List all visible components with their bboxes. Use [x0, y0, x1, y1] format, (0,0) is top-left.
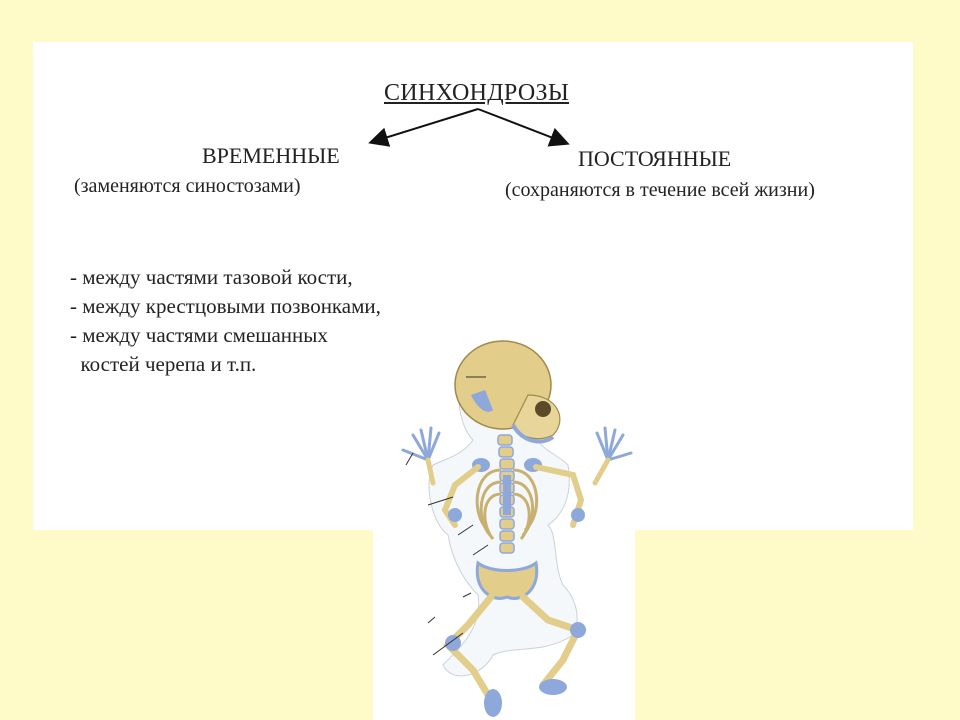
- left-foot: [484, 689, 502, 717]
- eye-socket: [535, 401, 551, 417]
- diagram-title: СИНХОНДРОЗЫ: [384, 80, 570, 106]
- example-item: - между частями смешанных: [70, 323, 328, 347]
- left-knee: [445, 635, 461, 651]
- right-hand: [595, 428, 631, 483]
- temporary-heading: ВРЕМЕННЫЕ: [202, 143, 340, 168]
- right-elbow: [571, 508, 585, 522]
- example-item: - между крестцовыми позвонками,: [70, 294, 381, 318]
- example-item: костей черепа и т.п.: [70, 352, 257, 376]
- right-foot: [539, 679, 567, 695]
- temporary-note: (заменяются синостозами): [74, 175, 301, 197]
- permanent-heading: ПОСТОЯННЫЕ: [578, 146, 732, 171]
- fetal-skeleton-illustration: [373, 325, 635, 720]
- left-hand: [403, 428, 439, 483]
- permanent-note: (сохраняются в течение всей жизни): [505, 179, 815, 201]
- example-item: - между частями тазовой кости,: [70, 265, 353, 289]
- left-elbow: [448, 508, 462, 522]
- right-knee: [570, 622, 586, 638]
- examples-list: [70, 263, 381, 379]
- sternum: [503, 475, 511, 515]
